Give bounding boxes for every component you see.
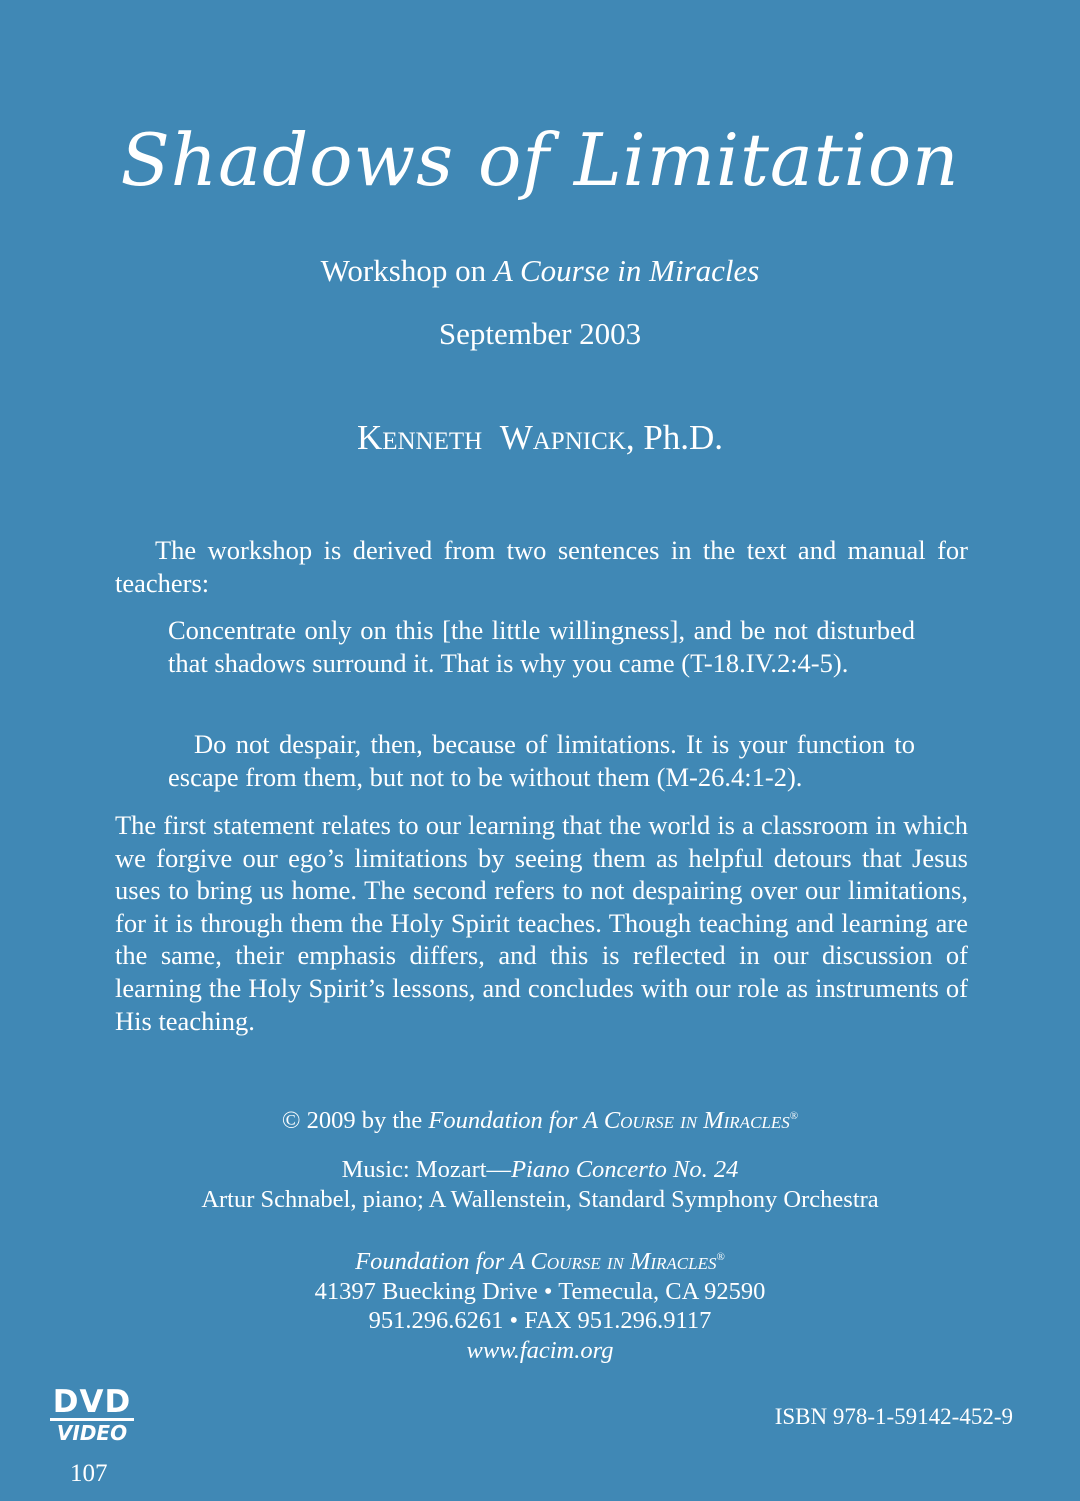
music-prefix: Music: Mozart— bbox=[341, 1156, 512, 1183]
copyright-line bbox=[0, 1102, 1080, 1136]
music-line bbox=[0, 1155, 1080, 1185]
publisher-block bbox=[0, 1243, 1080, 1365]
publisher-name bbox=[0, 1243, 1080, 1277]
summary-paragraph: The first statement relates to our learning that the world is a classroom in which we forgive our ego’s limitations by seeing them as helpful detours that Jesus uses to bring us home. The second refers to not despairing over our limitations, for it is through them the Holy Spirit teaches. Though teaching and learning are the same, their emphasis differs, and this is reflected in our discussion of learning the Holy Spirit’s lessons, and concludes with our role as instruments of His teaching. bbox=[115, 810, 968, 1036]
cover-title: Shadows of Limitation bbox=[120, 118, 960, 202]
dvd-video-logo bbox=[50, 1386, 134, 1445]
catalog-number: 107 bbox=[70, 1460, 108, 1487]
author-suffix: , Ph.D. bbox=[625, 418, 724, 457]
author-first-name: Kenneth bbox=[356, 418, 483, 457]
dvd-logo-bottom: VIDEO bbox=[56, 1421, 128, 1445]
subtitle-book: A Course in Miracles bbox=[493, 253, 760, 288]
author bbox=[0, 418, 1080, 458]
publisher-web-link[interactable]: www.facim.org bbox=[466, 1336, 614, 1364]
music-performers: Artur Schnabel, piano; A Wallenstein, Standard Symphony Orchestra bbox=[201, 1185, 879, 1213]
music-work: Piano Concerto No. 24 bbox=[511, 1156, 739, 1183]
quote-text: Concentrate only on this [the little willingness], and be not disturbed that shadows surround it. That is why you came (T-18.IV.2:4-5). bbox=[168, 615, 915, 678]
author-last-name: Wapnick bbox=[499, 418, 626, 457]
workshop-date: September 2003 bbox=[438, 316, 642, 351]
publisher-phone: 951.296.6261 • FAX 951.296.9117 bbox=[368, 1307, 712, 1335]
music-credits bbox=[0, 1155, 1080, 1214]
subtitle bbox=[0, 253, 1080, 289]
quote-manual: Do not despair, then, because of limitations. It is your function to escape from them, but not to be without them (M-26.4:1-2). bbox=[168, 729, 915, 792]
intro-paragraph: The workshop is derived from two sentences in the text and manual for teachers: bbox=[115, 535, 968, 598]
publisher-website bbox=[0, 1336, 1080, 1366]
publisher-course: Course in Miracles bbox=[530, 1248, 717, 1276]
subtitle-prefix: Workshop on bbox=[320, 253, 494, 288]
publisher-registered-mark: ® bbox=[716, 1251, 725, 1263]
isbn: ISBN 978-1-59142-452-9 bbox=[774, 1404, 1013, 1429]
publisher-foundation: Foundation for A bbox=[355, 1248, 531, 1276]
copyright-foundation: Foundation for A bbox=[428, 1107, 604, 1135]
publisher-address: 41397 Buecking Drive • Temecula, CA 92590 bbox=[314, 1277, 766, 1305]
copyright-prefix: © 2009 by the bbox=[281, 1107, 429, 1135]
dvd-logo-top: DVD bbox=[50, 1386, 134, 1421]
copyright-course: Course in Miracles bbox=[603, 1107, 790, 1135]
registered-mark: ® bbox=[789, 1110, 799, 1122]
